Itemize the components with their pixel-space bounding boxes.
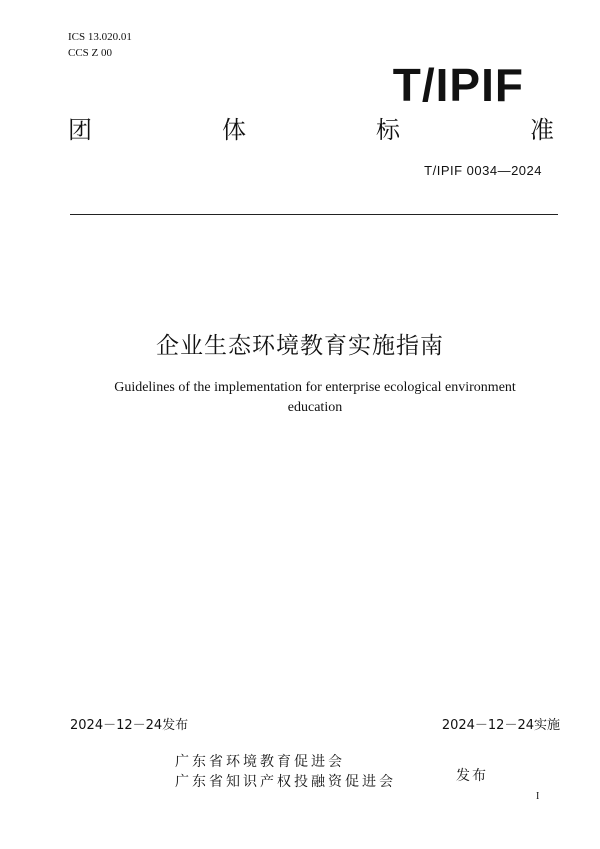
publisher-name: 广东省环境教育促进会: [175, 754, 345, 770]
page-number: I: [536, 791, 540, 802]
ics-code: ICS 13.020.01: [68, 31, 132, 43]
standard-type-char: 体: [222, 116, 246, 144]
implement-date: 2024－12－24实施: [441, 718, 560, 733]
standard-type-char: 团: [68, 116, 92, 144]
title-english: Guidelines of the implementation for enterprise ecological environment education: [114, 380, 516, 415]
classification-codes: [68, 29, 132, 61]
title-chinese: 企业生态环境教育实施指南: [156, 333, 444, 359]
publisher-name: 广东省知识产权投融资促进会: [175, 774, 396, 790]
standard-type-char: 标: [376, 116, 400, 144]
header-divider: [70, 214, 558, 215]
publisher-list: [175, 752, 396, 792]
standard-number: T/IPIF 0034—2024: [424, 163, 542, 178]
standard-type-char: 准: [530, 116, 554, 144]
standard-logo: T/IPIF: [392, 59, 524, 111]
ccs-code: CCS Z 00: [68, 47, 113, 59]
publish-date: 2024－12－24发布: [70, 718, 189, 733]
publish-label: 发布: [456, 768, 488, 784]
standard-type: [68, 115, 554, 145]
